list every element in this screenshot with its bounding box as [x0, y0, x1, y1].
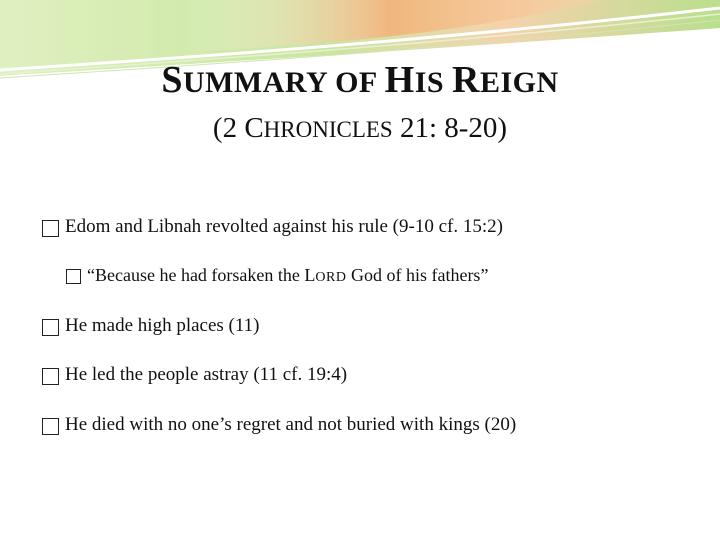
title-part: IS — [414, 66, 453, 99]
title-part: R — [452, 59, 480, 101]
title-part: UMMARY OF — [182, 66, 385, 99]
bullet-box-icon — [66, 269, 81, 284]
list-item — [42, 216, 503, 238]
subtitle-part: HRONICLES — [263, 117, 393, 142]
subtitle-part: (2 C — [212, 112, 264, 144]
subtitle-part: 21: 8-20) — [392, 112, 508, 144]
bullet-text-part: God of his fathers” — [346, 265, 489, 285]
bullet-box-icon — [42, 368, 59, 385]
title-part: H — [384, 59, 415, 101]
bullet-box-icon — [42, 319, 59, 336]
bullet-text-smallcaps: ORD — [315, 270, 347, 285]
list-item — [42, 364, 347, 386]
list-item — [42, 414, 516, 436]
bullet-text: He died with no one’s regret and not buried with kings (20) — [65, 414, 517, 435]
list-item — [42, 315, 260, 337]
bullet-text: He led the people astray (11 cf. 19:4) — [65, 364, 348, 385]
bullet-box-icon — [42, 220, 59, 237]
bullet-box-icon — [42, 418, 59, 435]
title-part: S — [161, 59, 183, 101]
title-part: EIGN — [480, 66, 559, 99]
bullet-text: He made high places (11) — [65, 315, 260, 336]
bullet-text: Edom and Libnah revolted against his rule (9-10 cf. 15:2) — [65, 216, 503, 237]
bullet-text — [87, 265, 488, 286]
bullet-text-part: “Because he had forsaken the L — [87, 265, 316, 285]
list-item — [66, 265, 488, 286]
